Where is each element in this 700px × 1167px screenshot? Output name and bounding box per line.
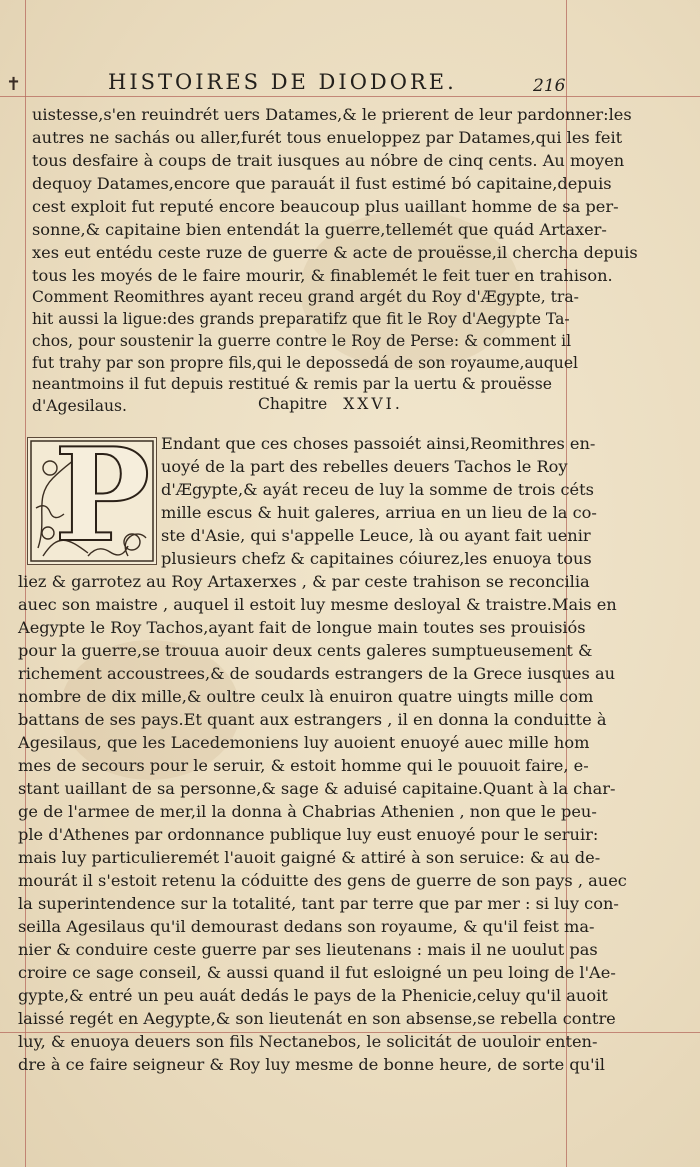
running-title: HISTOIRES DE DIODORE. — [108, 70, 457, 94]
text-line: stant uaillant de sa personne,& sage & aduisé capitaine.Quant à la char- — [18, 779, 616, 798]
text-line: auec son maistre , auquel il estoit luy mesme desloyal & traistre.Mais en — [18, 595, 617, 614]
text-line: xes eut entédu ceste ruze de guerre & acte de prouësse,il chercha depuis — [32, 243, 638, 262]
text-line: croire ce sage conseil, & aussi quand il fut esloigné un peu loing de l'Ae- — [18, 963, 616, 982]
text-line: uoyé de la part des rebelles deuers Tachos le Roy — [161, 457, 568, 476]
heading-line: d'Agesilaus. — [32, 397, 128, 415]
text-line: mille escus & huit galeres, arriua en un lieu de la co- — [161, 503, 597, 522]
text-line: plusieurs chefz & capitaines cóiurez,les enuoya tous — [161, 549, 592, 568]
initial-letter: P — [54, 421, 151, 571]
text-line: nier & conduire ceste guerre par ses lieutenans : mais il ne uoulut pas — [18, 940, 598, 959]
running-head — [0, 70, 700, 100]
folio-number: 216 — [533, 76, 566, 96]
text-line: pour la guerre,se trouua auoir deux cents galeres sumptueusement & — [18, 641, 593, 660]
text-line: ge de l'armee de mer,il la donna à Chabrias Athenien , non que le peu- — [18, 802, 597, 821]
text-line: mais luy particulieremét l'auoit gaigné & attiré à son seruice: & au de- — [18, 848, 601, 867]
text-line: nombre de dix mille,& oultre ceulx là enuiron quatre uingts mille com — [18, 687, 594, 706]
heading-line: chos, pour soustenir la guerre contre le Roy de Perse: & comment il — [32, 332, 572, 350]
text-line: Endant que ces choses passoiét ainsi,Reomithres en- — [161, 434, 596, 453]
text-line: luy, & enuoya deuers son fils Nectanebos, le solicitát de uouloir enten- — [18, 1032, 598, 1051]
decorated-initial — [27, 421, 157, 571]
text-line: la superintendence sur la totalité, tant par terre que par mer : si luy con- — [18, 894, 619, 913]
heading-line: neantmoins il fut depuis restitué & remis par la uertu & prouësse — [32, 375, 552, 393]
text-line: tous les moyés de le faire mourir, & finablemét le feit tuer en trahison. — [32, 266, 613, 285]
text-line: dre à ce faire seigneur & Roy luy mesme de bonne heure, de sorte qu'il — [18, 1055, 605, 1074]
text-line: uistesse,s'en reuindrét uers Datames,& le prierent de leur pardonner:les — [32, 105, 632, 124]
text-line: Agesilaus, que les Lacedemoniens luy auoient enuoyé auec mille hom — [18, 733, 590, 752]
chapter-number: XXVI. — [343, 395, 403, 413]
text-line: richement accoustrees,& de soudards estrangers de la Grece iusques au — [18, 664, 616, 683]
chapter-word: Chapitre — [258, 395, 328, 413]
text-line: mes de secours pour le seruir, & estoit homme qui le pouuoit faire, e- — [18, 756, 589, 775]
text-line: d'Ægypte,& ayát receu de luy la somme de trois céts — [161, 480, 594, 499]
text-line: autres ne sachás ou aller,furét tous enueloppez par Datames,qui les feit — [32, 128, 623, 147]
text-line: tous desfaire à coups de trait iusques au nóbre de cinq cents. Au moyen — [32, 151, 625, 170]
heading-line: hit aussi la ligue:des grands preparatifz que fit le Roy d'Aegypte Ta- — [32, 310, 570, 328]
text-line: laissé regét en Aegypte,& son lieutenát en son absense,se rebella contre — [18, 1009, 616, 1028]
text-line: ste d'Asie, qui s'appelle Leuce, là ou ayant fait uenir — [161, 526, 591, 545]
text-line: dequoy Datames,encore que parauát il fust estimé bó capitaine,depuis — [32, 174, 612, 193]
heading-line: Comment Reomithres ayant receu grand argét du Roy d'Ægypte, tra- — [32, 288, 579, 306]
margin-mark: ✝ — [6, 74, 22, 95]
text-line: liez & garrotez au Roy Artaxerxes , & par ceste trahison se reconcilia — [18, 572, 590, 591]
text-line: sonne,& capitaine bien entendát la guerre,tellemét que quád Artaxer- — [32, 220, 607, 239]
text-line: Aegypte le Roy Tachos,ayant fait de longue main toutes ses prouisiós — [18, 618, 586, 637]
heading-line: fut trahy par son propre fils,qui le depossedá de son royaume,auquel — [32, 354, 579, 372]
text-line: gypte,& entré un peu auát dedás le pays de la Phenicie,celuy qu'il auoit — [18, 986, 608, 1005]
text-line: ple d'Athenes par ordonnance publique luy eust enuoyé pour le seruir: — [18, 825, 599, 844]
text-line: mourát il s'estoit retenu la códuitte des gens de guerre de son pays , auec — [18, 871, 627, 890]
text-line: battans de ses pays.Et quant aux estrangers , il en donna la conduitte à — [18, 710, 607, 729]
chapter-label — [258, 395, 403, 413]
text-line: cest exploit fut reputé encore beaucoup plus uaillant homme de sa per- — [32, 197, 619, 216]
text-line: seilla Agesilaus qu'il demourast dedans son royaume, & qu'il feist ma- — [18, 917, 595, 936]
